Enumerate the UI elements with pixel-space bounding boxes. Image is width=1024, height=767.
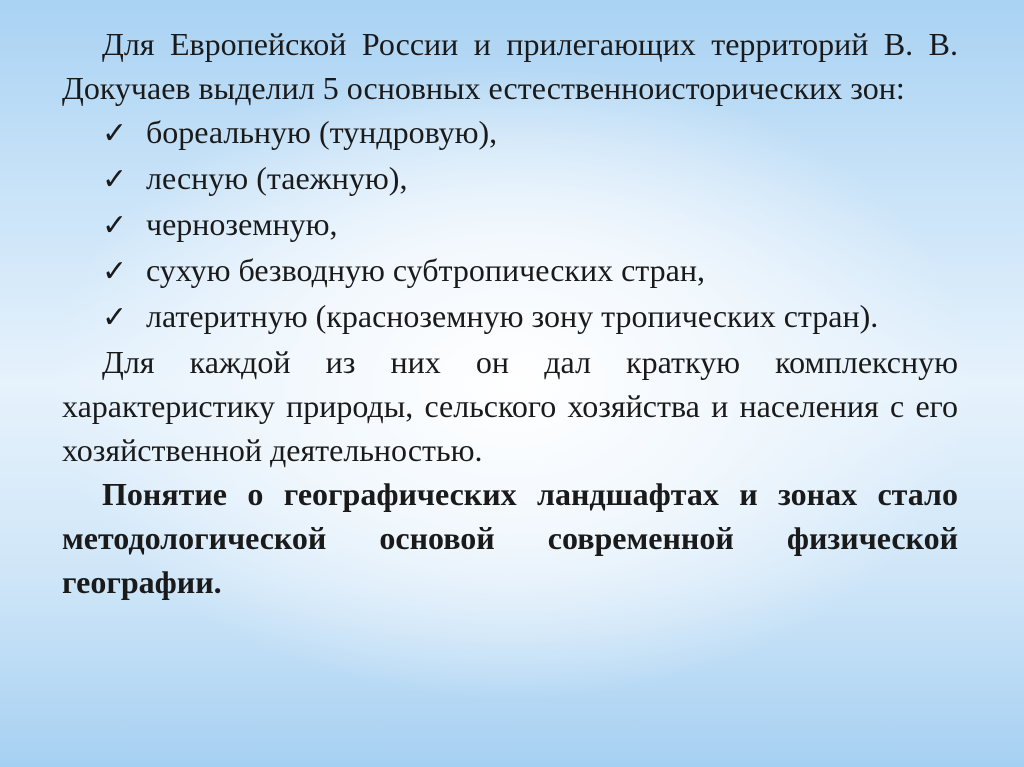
list-item [102, 294, 958, 340]
conclusion-paragraph: Понятие о географических ландшафтах и зонах стало методологической основой современной физической географии. [62, 476, 958, 600]
check-icon: ✓ [102, 208, 128, 243]
zones-list [62, 110, 958, 340]
intro-paragraph: Для Европейской России и прилегающих территорий В. В. Докучаев выделил 5 основных естественноисторических зон: [62, 26, 958, 106]
check-icon: ✓ [102, 162, 128, 197]
zone-label: лесную (таежную), [146, 160, 408, 196]
list-item [102, 156, 958, 202]
check-icon: ✓ [102, 116, 128, 151]
slide-content [62, 22, 958, 604]
zone-label: сухую безводную субтропических стран, [146, 252, 705, 288]
list-item [102, 202, 958, 248]
characteristics-paragraph: Для каждой из них он дал краткую комплексную характеристику природы, сельского хозяйства и населения с его хозяйственной деятельностью. [62, 344, 958, 468]
zone-label: черноземную, [146, 206, 338, 242]
check-icon: ✓ [102, 300, 128, 335]
check-icon: ✓ [102, 254, 128, 289]
list-item [102, 110, 958, 156]
zone-label: латеритную (красноземную зону тропических стран). [146, 298, 879, 334]
zone-label: бореальную (тундровую), [146, 114, 498, 150]
list-item [102, 248, 958, 294]
